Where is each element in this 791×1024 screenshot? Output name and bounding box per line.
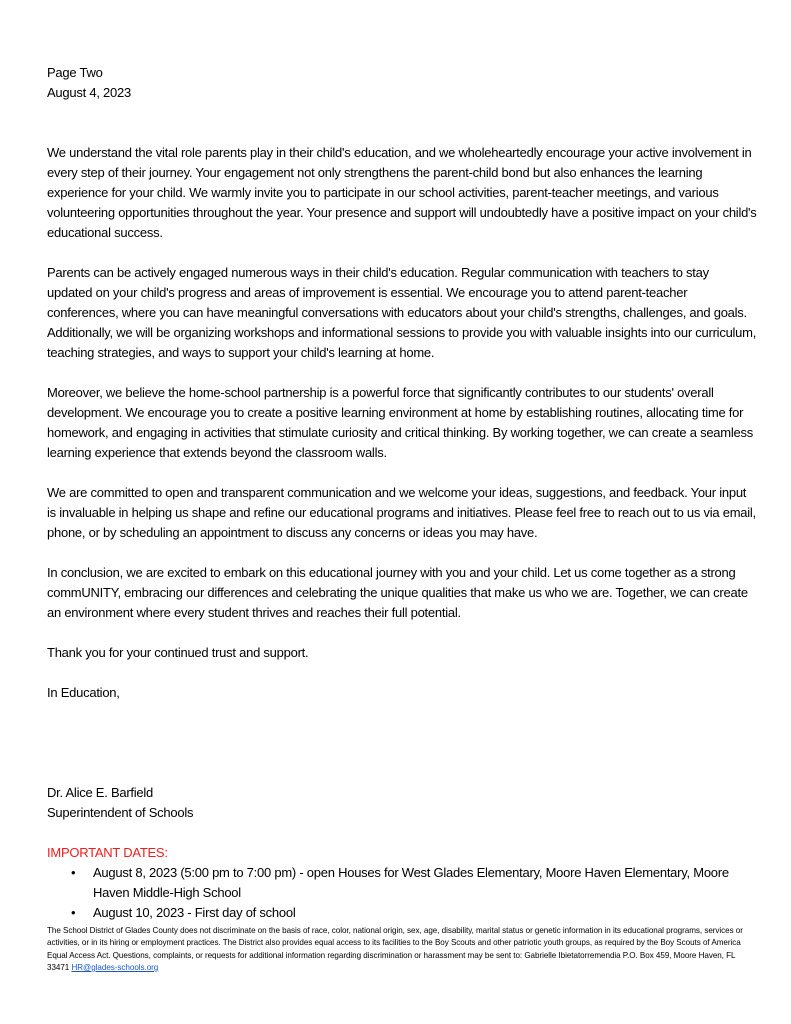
signatory-title: Superintendent of Schools bbox=[47, 805, 194, 820]
paragraph-conclusion: In conclusion, we are excited to embark on this educational journey with you and your child. Let us come together as a strong commUNITY, embracing our differences and celebrating the unique qualities that make us who we are. Together, we can create an environment where every student thrives and reaches their full potential. bbox=[47, 565, 748, 620]
nondiscrimination-notice bbox=[47, 925, 759, 974]
paragraph-partnership: Moreover, we believe the home-school partnership is a powerful force that significantly contributes to our students' overall development. We encourage you to create a positive learning environment at home by establishing routines, allocating time for homework, and engaging in activities that stimulate curiosity and critical thinking. By working together, we can create a seamless learning experience that extends beyond the classroom walls. bbox=[47, 385, 753, 460]
date-item-open-house: • August 8, 2023 (5:00 pm to 7:00 pm) - open Houses for West Glades Elementary, Moore Haven Elementary, Moore Haven Middle-High School bbox=[47, 863, 757, 903]
paragraph-thanks: Thank you for your continued trust and support. bbox=[47, 645, 309, 660]
letter-body bbox=[47, 63, 757, 923]
date-item-first-day: • August 10, 2023 - First day of school bbox=[47, 903, 757, 923]
spacer bbox=[47, 103, 757, 143]
paragraph-engagement: Parents can be actively engaged numerous ways in their child's education. Regular communication with teachers to stay updated on your child's progress and areas of improvement is essential. We encourage you to attend parent-teacher conferences, where you can have meaningful conversations with educators about your child's strengths, challenges, and goals. Additionally, we will be organizing workshops and informational sessions to provide you with valuable insights into our curriculum, teaching strategies, and ways to support your child's learning at home. bbox=[47, 265, 757, 360]
hr-email-link[interactable]: HR@glades-schools.org bbox=[71, 962, 159, 972]
letter-date: August 4, 2023 bbox=[47, 85, 131, 100]
important-dates-list bbox=[47, 863, 757, 923]
signatory-name: Dr. Alice E. Barfield bbox=[47, 785, 154, 800]
signature-space bbox=[47, 703, 757, 783]
paragraph-involvement: We understand the vital role parents play in their child's education, and we wholeheartedly encourage your active involvement in every step of their journey. Your engagement not only strengthens the parent-child bond but also enhances the learning experience for your child. We warmly invite you to participate in our school activities, parent-teacher meetings, and various volunteering opportunities throughout the year. Your presence and support will undoubtedly have a positive impact on your child's educational success. bbox=[47, 145, 757, 240]
notice-text: The School District of Glades County does not discriminate on the basis of race, color, national origin, sex, age, disability, marital status or genetic information in its educational programs, services or activities, or in its hiring or employment practices. The District also provides equal access to its facilities to the Boy Scouts and other patriotic youth groups, as required by the Boy Scouts of America Equal Access Act. Questions, complaints, or requests for additional information regarding discrimination or harassment may be sent to: Gabrielle Ibietatorremendia P.O. Box 459, Moore Haven, FL 33471 bbox=[47, 926, 743, 972]
page-label: Page Two bbox=[47, 65, 103, 80]
important-dates-heading: IMPORTANT DATES: bbox=[47, 845, 168, 860]
paragraph-communication: We are committed to open and transparent communication and we welcome your ideas, suggestions, and feedback. Your input is invaluable in helping us shape and refine our educational programs and initiatives. Please feel free to reach out to us via email, phone, or by scheduling an appointment to discuss any concerns or ideas you may have. bbox=[47, 485, 756, 540]
closing: In Education, bbox=[47, 685, 120, 700]
